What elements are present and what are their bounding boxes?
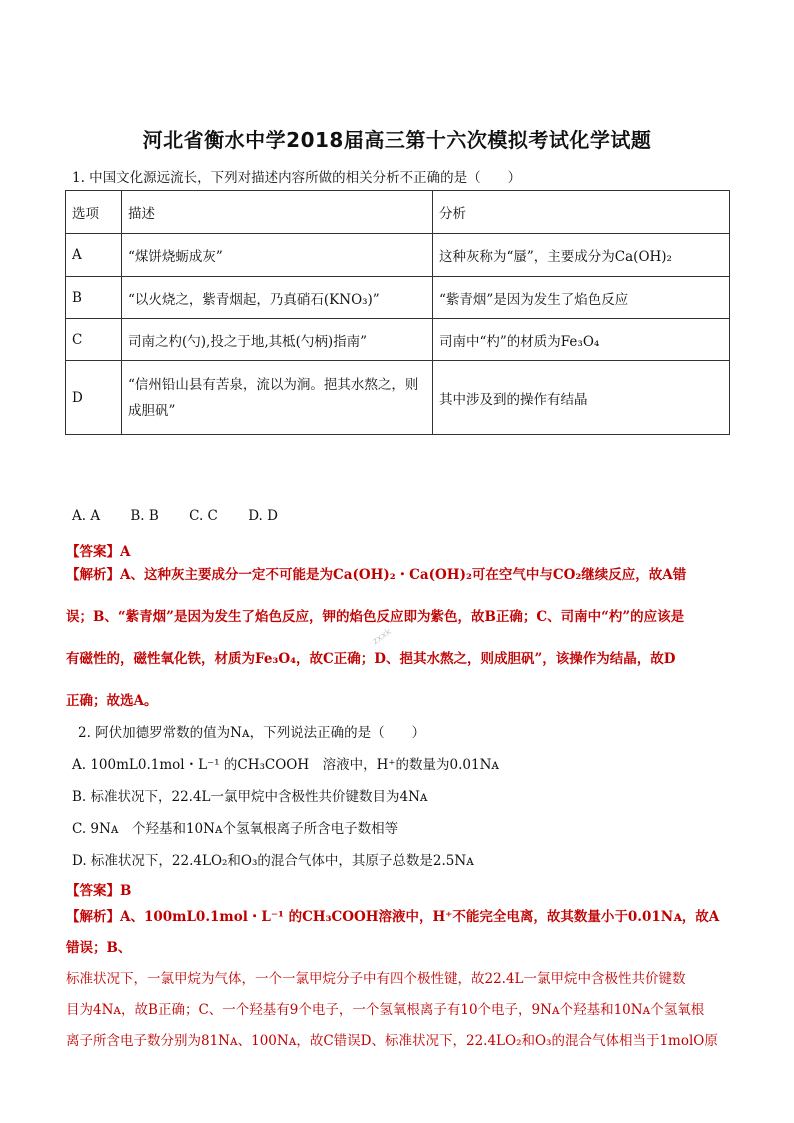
question-1-choices [72, 508, 304, 524]
question-2-option-c: C. 9Nᴀ 个羟基和10Nᴀ个氢氧根离子所含电子数相等 [72, 821, 399, 837]
analysis-line-text: 【解析】A、100mL0.1mol・L⁻¹ 的CH₃COOH溶液中，H⁺不能完全电离，故其数量小于0.01Nᴀ，故A错误；B、 [66, 909, 720, 956]
page-title: 河北省衡水中学2018届高三第十六次模拟考试化学试题 [142, 128, 652, 152]
table-cell: A [66, 234, 122, 277]
question-1-table [65, 190, 730, 435]
choice-b: B. B [130, 508, 159, 524]
question-2-answer: 【答案】B [66, 883, 132, 899]
analysis-line [66, 902, 726, 964]
table-cell: 司南之杓(勺),投之于地,其柢(勺柄)指南” [122, 319, 433, 361]
table-header-cell: 分析 [433, 191, 730, 234]
table-cell: “紫青烟”是因为发生了焰色反应 [433, 277, 730, 319]
table-row [66, 361, 730, 435]
choice-d: D. D [248, 508, 278, 524]
table-cell: B [66, 277, 122, 319]
table-cell: “信州铅山县有苦泉，流以为涧。挹其水熬之，则成胆矾” [122, 361, 433, 435]
watermark: zxxk [370, 626, 394, 648]
analysis-line: 离子所含电子数分别为81Nᴀ、100Nᴀ，故C错误D、标准状况下，22.4LO₂和O₃的混合气体相当于1molO原 [66, 1033, 718, 1049]
analysis-line: 正确；故选A。 [66, 693, 158, 709]
analysis-line: 目为4Nᴀ，故B正确；C、一个羟基有9个电子，一个氢氧根离子有10个电子，9Nᴀ个羟基和10Nᴀ个氢氧根 [66, 1002, 705, 1018]
analysis-line: 标准状况下，一氯甲烷为气体，一个一氯甲烷分子中有四个极性键，故22.4L一氯甲烷中含极性共价键数 [66, 971, 686, 987]
question-1-analysis [66, 558, 726, 719]
question-1-stem: 1. 中国文化源远流长，下列对描述内容所做的相关分析不正确的是（ ） [72, 170, 522, 186]
question-2-analysis [66, 902, 726, 1057]
table-cell: D [66, 361, 122, 435]
table-cell: “煤饼烧蛎成灰” [122, 234, 433, 277]
question-2-option-d: D. 标准状况下，22.4LO₂和O₃的混合气体中，其原子总数是2.5Nᴀ [72, 853, 474, 869]
question-2-stem: 2. 阿伏加德罗常数的值为Nᴀ，下列说法正确的是（ ） [78, 725, 426, 741]
table-row [66, 234, 730, 277]
question-2-option-b: B. 标准状况下，22.4L一氯甲烷中含极性共价键数目为4Nᴀ [72, 789, 428, 805]
table-header-cell: 描述 [122, 191, 433, 234]
table-cell: 这种灰称为“蜃”，主要成分为Ca(OH)₂ [433, 234, 730, 277]
question-2-option-a: A. 100mL0.1mol・L⁻¹ 的CH₃COOH 溶液中，H⁺的数量为0.01Nᴀ [72, 757, 500, 773]
table-cell: C [66, 319, 122, 361]
choice-a: A. A [72, 508, 101, 524]
table-row [66, 277, 730, 319]
analysis-line: 【解析】A、这种灰主要成分一定不可能是为Ca(OH)₂・Ca(OH)₂可在空气中与CO₂继续反应，故A错 [66, 567, 687, 583]
table-cell: 司南中“杓”的材质为Fe₃O₄ [433, 319, 730, 361]
table-cell: “以火烧之，紫青烟起，乃真硝石(KNO₃)” [122, 277, 433, 319]
table-header-cell: 选项 [66, 191, 122, 234]
choice-c: C. C [189, 508, 218, 524]
table-header-row [66, 191, 730, 234]
question-1-answer: 【答案】A [66, 544, 131, 560]
table-cell: 其中涉及到的操作有结晶 [433, 361, 730, 435]
analysis-line: 有磁性的，磁性氧化铁，材质为Fe₃O₄，故C正确；D、挹其水熬之，则成胆矾”，该操作为结晶，故D [66, 651, 676, 667]
analysis-line: 误；B、“紫青烟”是因为发生了焰色反应，钾的焰色反应即为紫色，故B正确；C、司南中“杓”的应该是 [66, 609, 685, 625]
table-row [66, 319, 730, 361]
